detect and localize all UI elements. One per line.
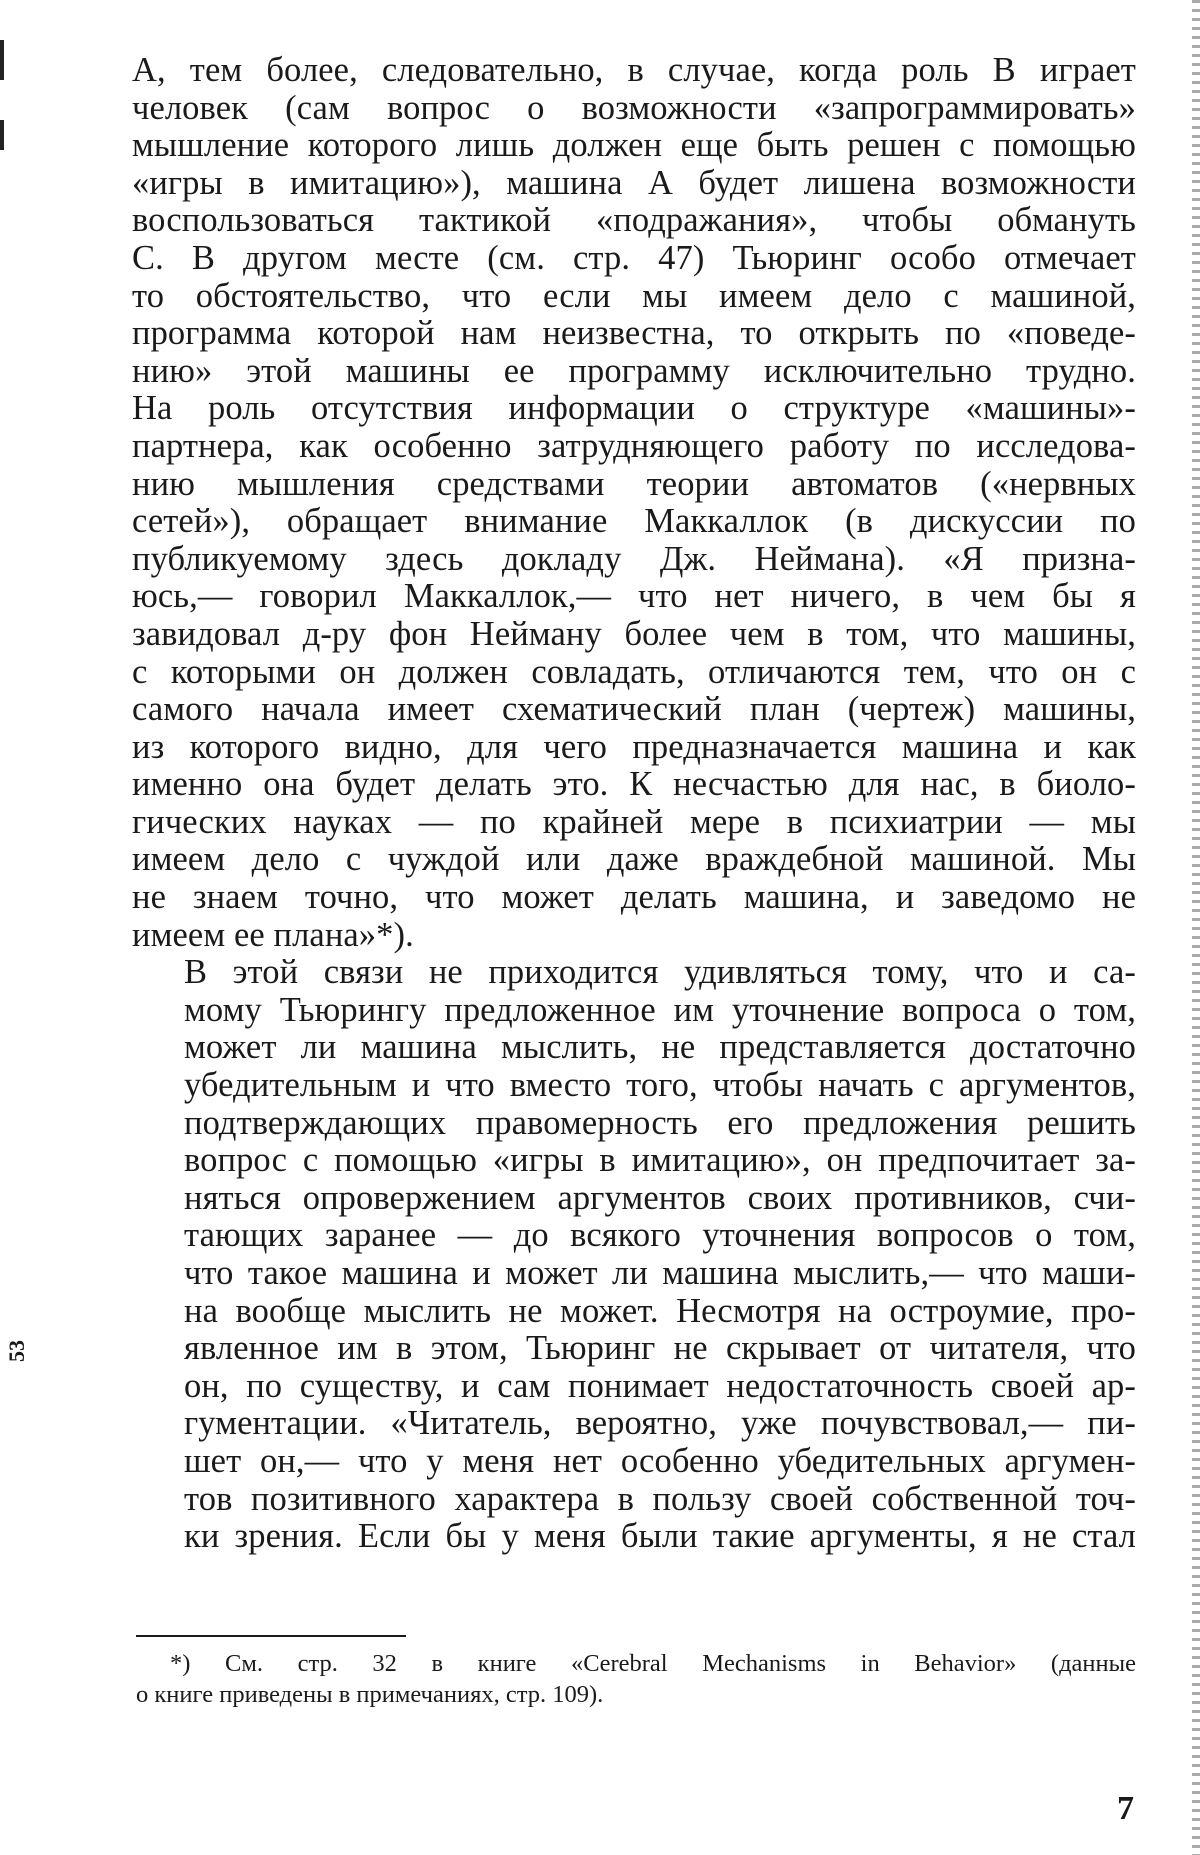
text-line: *) См. стр. 32 в книге «Cerebral Mechanisms in Behavior» (данные [170, 1650, 1136, 1677]
paragraph-1 [132, 52, 1136, 954]
text-line: нию» этой машины ее программу исключительно трудно. [132, 351, 1136, 390]
text-line: имеем ее плана»*). [132, 915, 414, 954]
text-line: тов позитивного характера в пользу своей собственной точ- [184, 1479, 1136, 1518]
text-line: А, тем более, следовательно, в случае, когда роль В играет [132, 51, 1136, 89]
text-line: С. В другом месте (см. стр. 47) Тьюринг особо отмечает [132, 238, 1136, 277]
text-line: что такое машина и может ли машина мыслить,— что маши- [184, 1254, 1136, 1292]
text-line: самого начала имеет схематический план (чертеж) машины, [132, 690, 1136, 729]
left-edge-mark [0, 120, 4, 150]
text-line: нию мышления средствами теории автоматов («нервных [132, 464, 1136, 503]
right-edge-shadow [1192, 0, 1200, 1855]
text-line: партнера, как особенно затрудняющего работу по исследова- [132, 426, 1136, 465]
text-line: на вообще мыслить не может. Несмотря на остроумие, про- [184, 1291, 1136, 1330]
text-line: убедительным и что вместо того, чтобы начать с аргументов, [184, 1066, 1136, 1105]
main-text [132, 52, 1136, 1556]
text-line: человек (сам вопрос о возможности «запрограммировать» [132, 88, 1136, 127]
footnote [136, 1648, 1136, 1710]
text-line: В этой связи не приходится удивляться тому, что и са- [184, 953, 1136, 992]
left-edge-mark [0, 40, 4, 80]
text-line: гументации. «Читатель, вероятно, уже почувствовал,— пи- [184, 1404, 1136, 1443]
text-line: «игры в имитацию»), машина А будет лишена возможности [132, 163, 1136, 202]
text-line: о книге приведены в примечаниях, стр. 109). [136, 1681, 604, 1708]
text-line: не знаем точно, что может делать машина, и заведомо не [132, 878, 1136, 917]
text-line: то обстоятельство, что если мы имеем дело с машиной, [132, 276, 1136, 315]
text-line: публикуемому здесь докладу Дж. Неймана). «Я призна- [132, 539, 1136, 578]
side-margin-mark: 53 [4, 1340, 29, 1362]
text-line: мому Тьюрингу предложенное им уточнение вопроса о том, [184, 990, 1136, 1029]
text-line: завидовал д-ру фон Нейману более чем в том, что машины, [132, 614, 1136, 653]
text-line: из которого видно, для чего предназначается машина и как [132, 727, 1136, 766]
text-line: юсь,— говорил Маккаллок,— что нет ничего, в чем бы я [132, 577, 1136, 616]
text-line: программа которой нам неизвестна, то открыть по «поведе- [132, 314, 1136, 353]
text-line: имеем дело с чуждой или даже враждебной машиной. Мы [132, 840, 1136, 879]
text-line: с которыми он должен совладать, отличаются тем, что он с [132, 652, 1136, 691]
text-line: явленное им в этом, Тьюринг не скрывает от читателя, что [184, 1329, 1136, 1368]
text-line: мышление которого лишь должен еще быть решен с помощью [132, 126, 1136, 165]
text-line: он, по существу, и сам понимает недостаточность своей ар- [184, 1366, 1136, 1405]
text-line: няться опровержением аргументов своих противников, счи- [184, 1178, 1136, 1217]
text-line: воспользоваться тактикой «подражания», чтобы обмануть [132, 201, 1136, 240]
text-line: вопрос с помощью «игры в имитацию», он предпочитает за- [184, 1141, 1136, 1180]
footnote-separator [136, 1635, 406, 1637]
text-line: подтверждающих правомерность его предложения решить [184, 1103, 1136, 1142]
text-line: шет он,— что у меня нет особенно убедительных аргумен- [184, 1441, 1136, 1480]
text-line: тающих заранее — до всякого уточнения вопросов о том, [184, 1216, 1136, 1255]
text-line: сетей»), обращает внимание Маккаллок (в дискуссии по [132, 502, 1136, 541]
text-line: может ли машина мыслить, не представляется достаточно [184, 1028, 1136, 1067]
paragraph-2 [132, 954, 1136, 1556]
text-line: На роль отсутствия информации о структуре «машины»- [132, 389, 1136, 428]
text-line: ки зрения. Если бы у меня были такие аргументы, я не стал [184, 1517, 1136, 1556]
page-number: 7 [1117, 1790, 1134, 1827]
text-line: гических науках — по крайней мере в психиатрии — мы [132, 802, 1136, 841]
text-line: именно она будет делать это. К несчастью для нас, в биоло- [132, 765, 1136, 804]
